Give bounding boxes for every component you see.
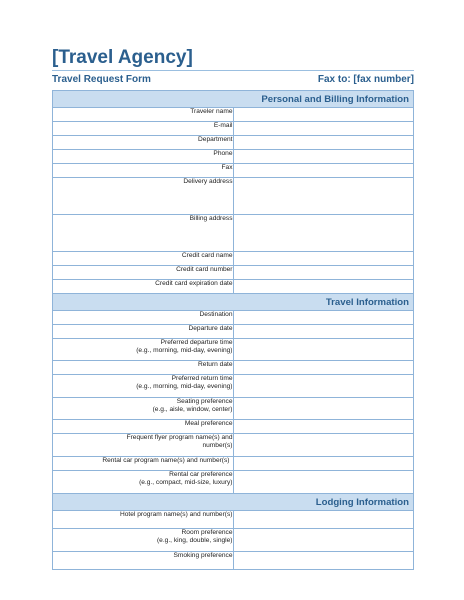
delivery-address-field[interactable] bbox=[233, 178, 414, 215]
rental-car-preference-field[interactable] bbox=[233, 471, 414, 494]
form-row bbox=[53, 552, 414, 570]
field-label: Phone bbox=[53, 150, 234, 164]
return-date-field[interactable] bbox=[233, 361, 414, 375]
form-row bbox=[53, 122, 414, 136]
field-label-text: Room preference (e.g., king, double, single) bbox=[156, 529, 233, 544]
form-row bbox=[53, 434, 414, 457]
field-label-text: Preferred departure time (e.g., morning, mid-day, evening) bbox=[136, 339, 233, 354]
form-row bbox=[53, 420, 414, 434]
field-label: Delivery address bbox=[53, 178, 234, 215]
destination-field[interactable] bbox=[233, 311, 414, 325]
field-label: Department bbox=[53, 136, 234, 150]
section-heading: Travel Information bbox=[53, 294, 414, 311]
form-row bbox=[53, 325, 414, 339]
field-label-text: Preferred return time (e.g., morning, mid-day, evening) bbox=[136, 375, 233, 390]
section-travel bbox=[53, 294, 414, 311]
field-label: Traveler name bbox=[53, 108, 234, 122]
smoking-preference-field[interactable] bbox=[233, 552, 414, 570]
credit-card-number-field[interactable] bbox=[233, 266, 414, 280]
meal-preference-field[interactable] bbox=[233, 420, 414, 434]
field-label: Credit card expiration date bbox=[53, 280, 234, 294]
field-label: Departure date bbox=[53, 325, 234, 339]
form-row bbox=[53, 311, 414, 325]
seating-preference-field[interactable] bbox=[233, 398, 414, 420]
form-row bbox=[53, 215, 414, 252]
field-label bbox=[53, 398, 234, 420]
field-label: Smoking preference bbox=[53, 552, 234, 570]
field-label bbox=[53, 375, 234, 398]
form-row bbox=[53, 457, 414, 471]
field-label: Meal preference bbox=[53, 420, 234, 434]
section-heading: Lodging Information bbox=[53, 494, 414, 511]
form-row bbox=[53, 178, 414, 215]
field-label: Hotel program name(s) and number(s) bbox=[53, 511, 234, 529]
fax-field[interactable] bbox=[233, 164, 414, 178]
room-preference-field[interactable] bbox=[233, 529, 414, 552]
departure-date-field[interactable] bbox=[233, 325, 414, 339]
email-field[interactable] bbox=[233, 122, 414, 136]
form-row bbox=[53, 266, 414, 280]
form-row bbox=[53, 164, 414, 178]
travel-request-table bbox=[52, 90, 414, 570]
preferred-departure-time-field[interactable] bbox=[233, 339, 414, 361]
form-row bbox=[53, 136, 414, 150]
preferred-return-time-field[interactable] bbox=[233, 375, 414, 398]
field-label bbox=[53, 434, 234, 457]
field-label: Rental car program name(s) and number(s) bbox=[53, 457, 234, 471]
form-row bbox=[53, 252, 414, 266]
field-label: Fax bbox=[53, 164, 234, 178]
field-label: E-mail bbox=[53, 122, 234, 136]
field-label-text: Seating preference (e.g., aisle, window, center) bbox=[152, 398, 233, 413]
title-divider bbox=[52, 70, 414, 71]
form-row bbox=[53, 361, 414, 375]
form-name: Travel Request Form bbox=[52, 74, 151, 85]
form-row bbox=[53, 280, 414, 294]
form-row bbox=[53, 375, 414, 398]
form-row bbox=[53, 529, 414, 552]
agency-title: [Travel Agency] bbox=[52, 47, 193, 68]
form-row bbox=[53, 511, 414, 529]
field-label: Billing address bbox=[53, 215, 234, 252]
frequent-flyer-field[interactable] bbox=[233, 434, 414, 457]
phone-field[interactable] bbox=[233, 150, 414, 164]
field-label: Credit card number bbox=[53, 266, 234, 280]
form-row bbox=[53, 398, 414, 420]
field-label: Destination bbox=[53, 311, 234, 325]
field-label bbox=[53, 529, 234, 552]
section-heading: Personal and Billing Information bbox=[53, 91, 414, 108]
fax-line: Fax to: [fax number] bbox=[317, 74, 414, 85]
field-label-text: Frequent flyer program name(s) and number(s) bbox=[126, 434, 233, 449]
credit-card-name-field[interactable] bbox=[233, 252, 414, 266]
form-row bbox=[53, 108, 414, 122]
field-label: Credit card name bbox=[53, 252, 234, 266]
field-label-text: Rental car preference (e.g., compact, mid-size, luxury) bbox=[139, 471, 233, 486]
section-personal-billing bbox=[53, 91, 414, 108]
billing-address-field[interactable] bbox=[233, 215, 414, 252]
field-label: Return date bbox=[53, 361, 234, 375]
form-row bbox=[53, 150, 414, 164]
field-label bbox=[53, 339, 234, 361]
traveler-name-field[interactable] bbox=[233, 108, 414, 122]
hotel-program-field[interactable] bbox=[233, 511, 414, 529]
field-label bbox=[53, 471, 234, 494]
section-lodging bbox=[53, 494, 414, 511]
form-row bbox=[53, 471, 414, 494]
credit-card-expiration-field[interactable] bbox=[233, 280, 414, 294]
department-field[interactable] bbox=[233, 136, 414, 150]
form-row bbox=[53, 339, 414, 361]
rental-car-program-field[interactable] bbox=[233, 457, 414, 471]
